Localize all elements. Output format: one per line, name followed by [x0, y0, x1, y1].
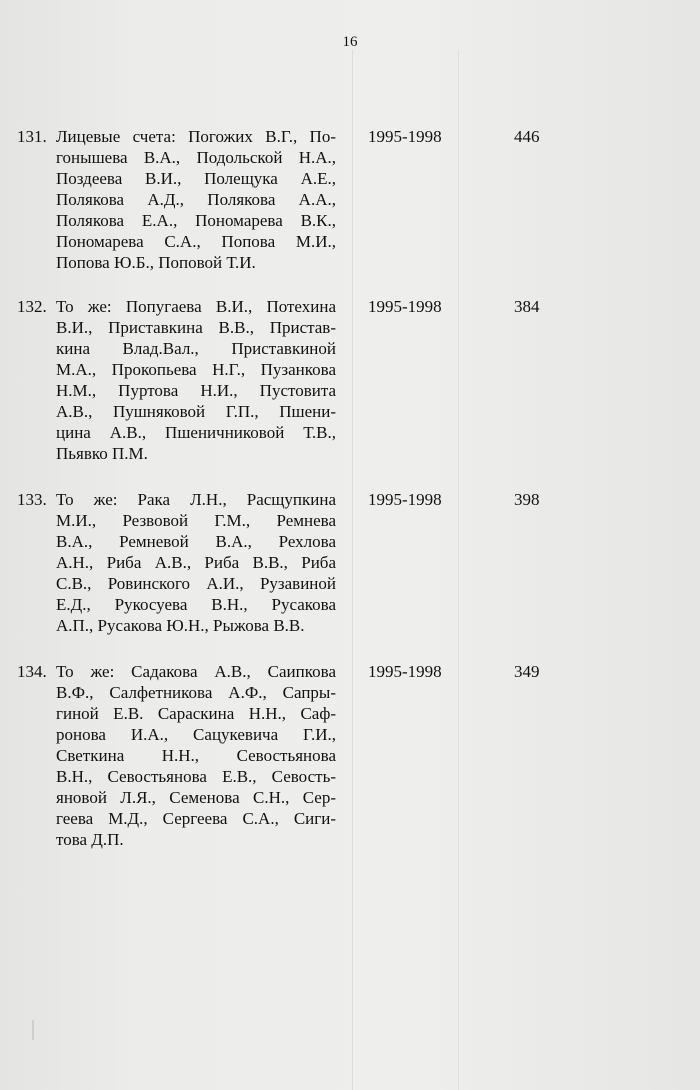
entry-years: 1995-1998 [368, 662, 442, 681]
description-line: гиной Е.В. Сараскина Н.Н., Саф- [56, 704, 336, 723]
description-line: Полякова А.Д., Полякова А.А., [56, 190, 336, 209]
entry-description [56, 661, 336, 850]
entry-number: 132. [17, 297, 47, 316]
description-line: А.В., Пушняковой Г.П., Пшени- [56, 402, 336, 421]
description-line: ронова И.А., Сацукевича Г.И., [56, 725, 336, 744]
description-line: Светкина Н.Н., Севостьянова [56, 746, 336, 765]
entry-description [56, 296, 336, 464]
description-line: То же: Садакова А.В., Саипкова [56, 662, 336, 681]
entry-sheet-count: 384 [514, 297, 540, 316]
margin-mark [32, 1020, 34, 1040]
entry-sheet-count: 446 [514, 127, 540, 146]
description-line: М.А., Прокопьева Н.Г., Пузанкова [56, 360, 336, 379]
entry-years: 1995-1998 [368, 297, 442, 316]
description-line: Е.Д., Рукосуева В.Н., Русакова [56, 595, 336, 614]
description-line: В.А., Ремневой В.А., Рехлова [56, 532, 336, 551]
column-rule [458, 50, 459, 1090]
description-line: Пономарева С.А., Попова М.И., [56, 232, 336, 251]
description-line: А.П., Русакова Ю.Н., Рыжова В.В. [56, 616, 305, 635]
description-line: То же: Попугаева В.И., Потехина [56, 297, 336, 316]
description-line: яновой Л.Я., Семенова С.Н., Сер- [56, 788, 336, 807]
description-line: Лицевые счета: Погожих В.Г., По- [56, 127, 336, 146]
description-line: То же: Рака Л.Н., Расщупкина [56, 490, 336, 509]
description-line: Полякова Е.А., Пономарева В.К., [56, 211, 336, 230]
description-line: С.В., Ровинского А.И., Рузавиной [56, 574, 336, 593]
description-line: Н.М., Пуртова Н.И., Пустовита [56, 381, 336, 400]
description-line: А.Н., Риба А.В., Риба В.В., Риба [56, 553, 336, 572]
entry-number: 133. [17, 490, 47, 509]
description-line: гонышева В.А., Подольской Н.А., [56, 148, 336, 167]
entry-number: 131. [17, 127, 47, 146]
description-line: В.И., Приставкина В.В., Пристав- [56, 318, 336, 337]
entry-sheet-count: 349 [514, 662, 540, 681]
description-line: цина А.В., Пшеничниковой Т.В., [56, 423, 336, 442]
description-line: това Д.П. [56, 830, 124, 849]
description-line: геева М.Д., Сергеева С.А., Сиги- [56, 809, 336, 828]
description-line: М.И., Резвовой Г.М., Ремнева [56, 511, 336, 530]
entry-description [56, 489, 336, 636]
entry-sheet-count: 398 [514, 490, 540, 509]
entry-years: 1995-1998 [368, 127, 442, 146]
description-line: кина Влад.Вал., Приставкиной [56, 339, 336, 358]
entry-number: 134. [17, 662, 47, 681]
entry-years: 1995-1998 [368, 490, 442, 509]
entry-description [56, 126, 336, 273]
description-line: Попова Ю.Б., Поповой Т.И. [56, 253, 256, 272]
description-line: Поздеева В.И., Полещука А.Е., [56, 169, 336, 188]
column-rule [352, 50, 353, 1090]
description-line: Пьявко П.М. [56, 444, 148, 463]
description-line: В.Ф., Салфетникова А.Ф., Сапры- [56, 683, 336, 702]
page-number: 16 [342, 34, 358, 50]
description-line: В.Н., Севостьянова Е.В., Севость- [56, 767, 336, 786]
